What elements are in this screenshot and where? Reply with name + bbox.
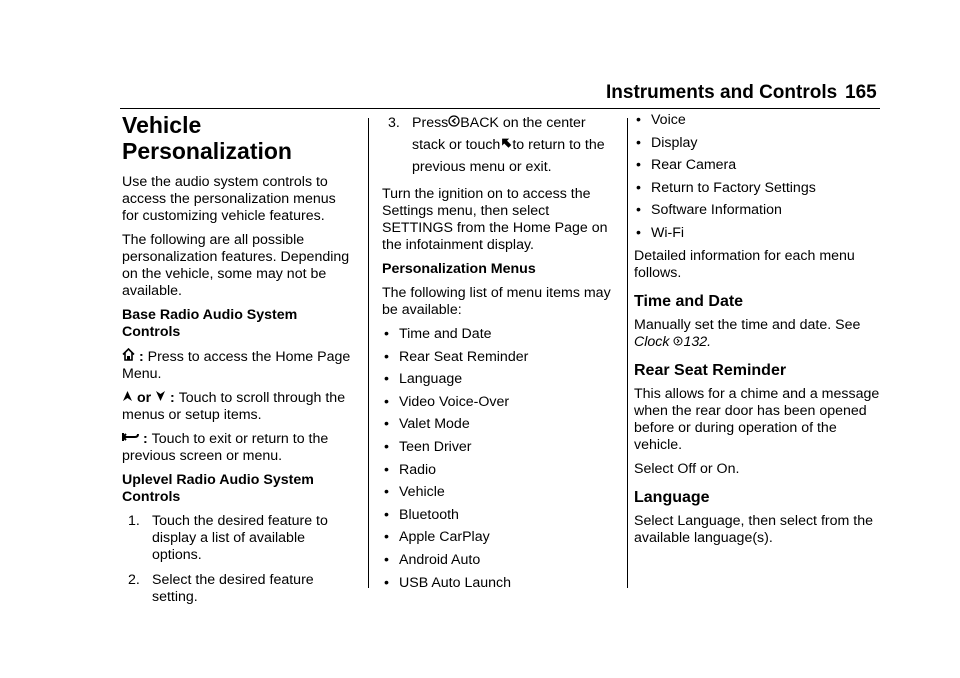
step-item: 3. Press BACK on the center stack or touch to return to the previous menu or exit. <box>382 112 618 178</box>
list-item: • Video Voice-Over <box>384 393 510 410</box>
rear-seat-heading: Rear Seat Reminder <box>634 361 787 379</box>
menus-intro: The following list of menu items may be available: <box>382 285 611 318</box>
column-left <box>122 112 354 614</box>
clock-page-ref[interactable]: 132 <box>683 333 708 350</box>
language-text: Select Language, then select from the available language(s). <box>634 512 873 546</box>
settings-paragraph: Turn the ignition on to access the Settings menu, then select SETTINGS from the Home Page on the infotainment display. <box>382 186 608 253</box>
list-item: • USB Auto Launch <box>384 574 512 591</box>
list-item: • Android Auto <box>384 551 481 568</box>
menus-heading: Personalization Menus <box>382 261 536 277</box>
list-item: • Time and Date <box>384 326 492 342</box>
back-arrow-icon <box>500 134 512 156</box>
language-heading: Language <box>634 488 710 506</box>
time-date-text: Manually set the time and date. See Clock 132. <box>634 316 861 350</box>
back-control-desc: : Touch to exit or return to the previous screen or menu. <box>122 431 329 464</box>
rear-seat-text: This allows for a chime and a message when the rear door has been opened before or during operation of the vehicle. <box>634 385 880 453</box>
menu-list <box>382 326 618 592</box>
detail-paragraph: Detailed information for each menu follows. <box>634 247 855 281</box>
step-item: 2. Select the desired feature setting. <box>128 572 314 605</box>
list-item: • Wi-Fi <box>636 224 685 241</box>
time-date-heading: Time and Date <box>634 292 744 310</box>
header-rule <box>120 108 880 109</box>
back-arrow-icon <box>122 431 139 448</box>
step-item: 1. Touch the desired feature to display a list of available options. <box>128 513 328 563</box>
list-item: • Rear Camera <box>636 157 737 174</box>
list-item: • Rear Seat Reminder <box>384 348 529 365</box>
up-arrow-icon <box>122 390 133 407</box>
intro-paragraph: Use the audio system controls to access the personalization menus for customizing vehicle features. <box>122 174 336 224</box>
back-circle-icon <box>448 112 460 134</box>
home-icon <box>122 348 135 366</box>
page-ref-arrow-icon <box>673 334 683 351</box>
list-item: • Return to Factory Settings <box>636 179 816 196</box>
list-item: • Apple CarPlay <box>384 529 490 546</box>
section-title: Instruments and Controls <box>606 82 838 103</box>
features-paragraph: The following are all possible personalization features. Depending on the vehicle, some may not be available. <box>122 232 350 299</box>
page-heading: Vehicle Personalization <box>122 112 292 164</box>
column-divider <box>627 118 628 588</box>
home-control-desc: : Press to access the Home Page Menu. <box>122 349 351 382</box>
list-item: • Display <box>636 134 698 151</box>
column-right <box>634 112 880 554</box>
column-middle <box>382 112 618 597</box>
list-item: • Valet Mode <box>384 416 470 433</box>
list-item: • Software Information <box>636 202 782 219</box>
list-item: • Teen Driver <box>384 438 472 455</box>
list-item: • Radio <box>384 461 437 478</box>
list-item: • Language <box>384 371 463 388</box>
scroll-control-desc: or : Touch to scroll through the menus or setup items. <box>122 390 346 423</box>
list-item: • Bluetooth <box>384 506 459 523</box>
column-divider <box>368 118 369 588</box>
base-radio-heading: Base Radio Audio System Controls <box>122 307 298 340</box>
down-arrow-icon <box>155 390 166 407</box>
list-item: • Vehicle <box>384 484 445 501</box>
clock-link[interactable]: Clock <box>634 333 670 350</box>
menu-list-continued <box>634 112 880 242</box>
rear-seat-text-2: Select Off or On. <box>634 460 740 477</box>
page-number: 165 <box>845 82 877 103</box>
list-item: • Voice <box>636 112 686 128</box>
uplevel-radio-heading: Uplevel Radio Audio System Controls <box>122 472 314 505</box>
